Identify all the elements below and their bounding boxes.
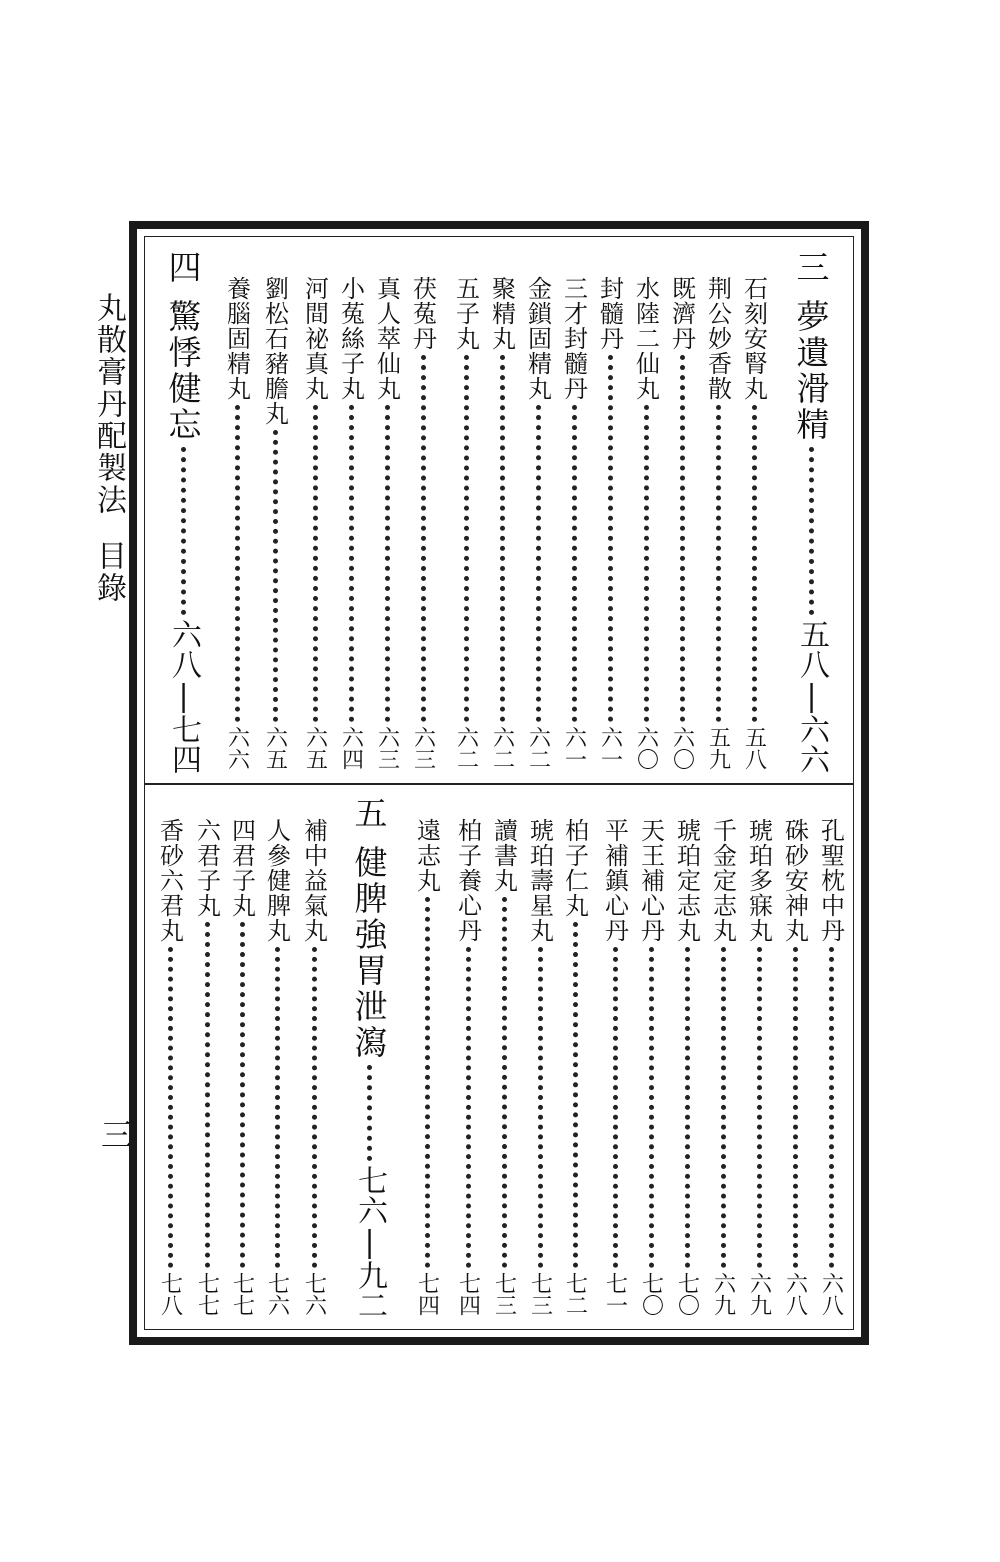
page-range: 六八|七四 [166,619,201,774]
chapter-number: 三 [791,250,831,283]
entry-page: 六四 [338,726,364,770]
entry-title: 補中益氣丸 [299,818,328,943]
dot-leader [500,355,505,722]
toc-entry[interactable] [297,276,333,770]
entry-page: 六三 [410,726,436,770]
toc-entry[interactable] [633,818,669,1316]
section-divider [145,783,853,785]
entry-page: 六九 [710,1272,736,1316]
entry-page: 六〇 [633,726,659,770]
dot-leader [573,922,578,1268]
entry-title: 香砂六君丸 [155,818,184,943]
toc-entry[interactable] [736,276,772,770]
entry-page: 六八 [782,1272,808,1316]
toc-entry[interactable] [484,276,520,770]
entry-title: 人參健脾丸 [262,818,291,943]
entry-title: 琥珀定志丸 [672,818,701,943]
toc-entry[interactable] [664,276,700,770]
dot-leader [205,922,210,1268]
dot-leader [809,447,814,615]
entry-page: 七八 [157,1272,183,1316]
entry-page: 六一 [561,726,587,770]
toc-entry[interactable] [520,276,556,770]
toc-entry[interactable] [700,276,736,770]
toc-entry[interactable] [448,276,484,770]
entry-title: 河間祕真丸 [300,276,329,401]
dot-leader [721,947,726,1268]
dot-leader [608,355,613,722]
entry-title: 三才封髓丹 [559,276,588,401]
dot-leader [502,897,507,1268]
dot-leader [613,947,618,1268]
toc-entry[interactable] [592,276,628,770]
entry-title: 平補鎮心丹 [600,818,629,943]
toc-entry[interactable] [219,276,255,770]
entry-page: 七〇 [638,1272,664,1316]
toc-entry[interactable] [669,818,705,1316]
entry-page: 六二 [489,726,515,770]
dot-leader [240,922,245,1268]
entry-title: 柏子養心丹 [453,818,482,943]
entry-page: 七三 [527,1272,553,1316]
entry-title: 茯菟丹 [408,276,437,351]
dot-leader [421,355,426,722]
entry-page: 五九 [705,726,731,770]
dot-leader [829,947,834,1268]
dot-leader [649,947,654,1268]
entry-page: 七〇 [674,1272,700,1316]
entry-page: 六五 [262,726,288,770]
toc-entry[interactable] [152,818,188,1316]
chapter-number: 五 [349,796,389,829]
dot-leader [313,405,318,722]
toc-entry[interactable] [705,818,741,1316]
toc-entry[interactable] [333,276,369,770]
toc-entry[interactable] [777,818,813,1316]
entry-title: 讀書丸 [489,818,518,893]
entry-page: 七四 [455,1272,481,1316]
section-name: 目錄 [91,540,126,604]
toc-entry[interactable] [741,818,777,1316]
entry-title: 孔聖枕中丹 [816,818,845,943]
entry-title: 四君子丸 [227,818,256,918]
chapter-title: 驚悸健忘 [163,299,203,443]
toc-entry[interactable] [296,818,332,1316]
entry-page: 六三 [374,726,400,770]
toc-entry[interactable] [628,276,664,770]
entry-page: 七三 [491,1272,517,1316]
dot-leader [168,947,173,1268]
entry-page: 七六 [301,1272,327,1316]
entry-page: 七七 [194,1272,220,1316]
dot-leader [349,405,354,722]
dot-leader [275,947,280,1268]
entry-title: 琥珀壽星丸 [525,818,554,943]
dot-leader [466,947,471,1268]
entry-page: 六六 [224,726,250,770]
entry-page: 七四 [414,1272,440,1316]
chapter-title: 夢遺滑精 [791,299,831,443]
entry-title: 養腦固精丸 [222,276,251,401]
entry-page: 六一 [597,726,623,770]
dot-leader [680,355,685,722]
entry-title: 荆公妙香散 [703,276,732,401]
toc-entry[interactable] [813,818,849,1316]
entry-page: 六二 [453,726,479,770]
dot-leader [752,405,757,722]
dot-leader [644,405,649,722]
dot-leader [385,405,390,722]
entry-title: 劉松石豬膽丸 [260,276,289,426]
entry-page: 六八 [818,1272,844,1316]
toc-entry[interactable] [556,276,592,770]
dot-leader [464,355,469,722]
toc-entry[interactable] [257,276,293,770]
chapter-heading-three[interactable] [787,250,835,774]
dot-leader [757,947,762,1268]
page-range: 五八|六六 [794,619,829,774]
entry-title: 琥珀多寐丸 [744,818,773,943]
toc-entry[interactable] [409,818,445,1316]
dot-leader [367,1065,372,1161]
toc-entry[interactable] [522,818,558,1316]
entry-page: 五八 [741,726,767,770]
chapter-title: 健脾強胃泄瀉 [349,845,389,1061]
dot-leader [425,897,430,1268]
entry-title: 真人萃仙丸 [372,276,401,401]
entry-title: 聚精丸 [487,276,516,351]
dot-leader [273,430,278,722]
page-range: 七六|九二 [352,1165,387,1320]
chapter-heading-five[interactable] [345,796,393,1320]
dot-leader [572,405,577,722]
dot-leader [716,405,721,722]
toc-entry[interactable] [486,818,522,1316]
dot-leader [536,405,541,722]
entry-title: 小菟絲子丸 [336,276,365,401]
entry-page: 七七 [229,1272,255,1316]
entry-title: 遠志丸 [412,818,441,893]
entry-title: 金鎖固精丸 [523,276,552,401]
entry-title: 封髓丹 [595,276,624,351]
entry-title: 石刻安腎丸 [739,276,768,401]
toc-entry[interactable] [597,818,633,1316]
toc-entry[interactable] [405,276,441,770]
dot-leader [312,947,317,1268]
toc-entry[interactable] [189,818,225,1316]
entry-title: 柏子仁丸 [560,818,589,918]
dot-leader [538,947,543,1268]
entry-page: 七一 [602,1272,628,1316]
entry-title: 既濟丹 [667,276,696,351]
dot-leader [793,947,798,1268]
entry-page: 六九 [746,1272,772,1316]
entry-title: 硃砂安神丸 [780,818,809,943]
entry-page: 七二 [562,1272,588,1316]
dot-leader [181,447,186,615]
entry-title: 天王補心丹 [636,818,665,943]
toc-entry[interactable] [557,818,593,1316]
toc-entry[interactable] [369,276,405,770]
entry-page: 六五 [302,726,328,770]
chapter-number: 四 [163,250,203,283]
dot-leader [235,405,240,722]
page-number: 三 [96,1118,134,1150]
entry-title: 千金定志丸 [708,818,737,943]
toc-entry[interactable] [450,818,486,1316]
toc-entry[interactable] [224,818,260,1316]
entry-title: 水陸二仙丸 [631,276,660,401]
entry-page: 六二 [525,726,551,770]
toc-entry[interactable] [259,818,295,1316]
entry-page: 六〇 [669,726,695,770]
chapter-heading-four[interactable] [159,250,207,774]
entry-title: 五子丸 [451,276,480,351]
running-head [86,292,130,604]
dot-leader [685,947,690,1268]
entry-page: 七六 [264,1272,290,1316]
book-title: 丸散膏丹配製法 [91,292,126,516]
entry-title: 六君子丸 [192,818,221,918]
